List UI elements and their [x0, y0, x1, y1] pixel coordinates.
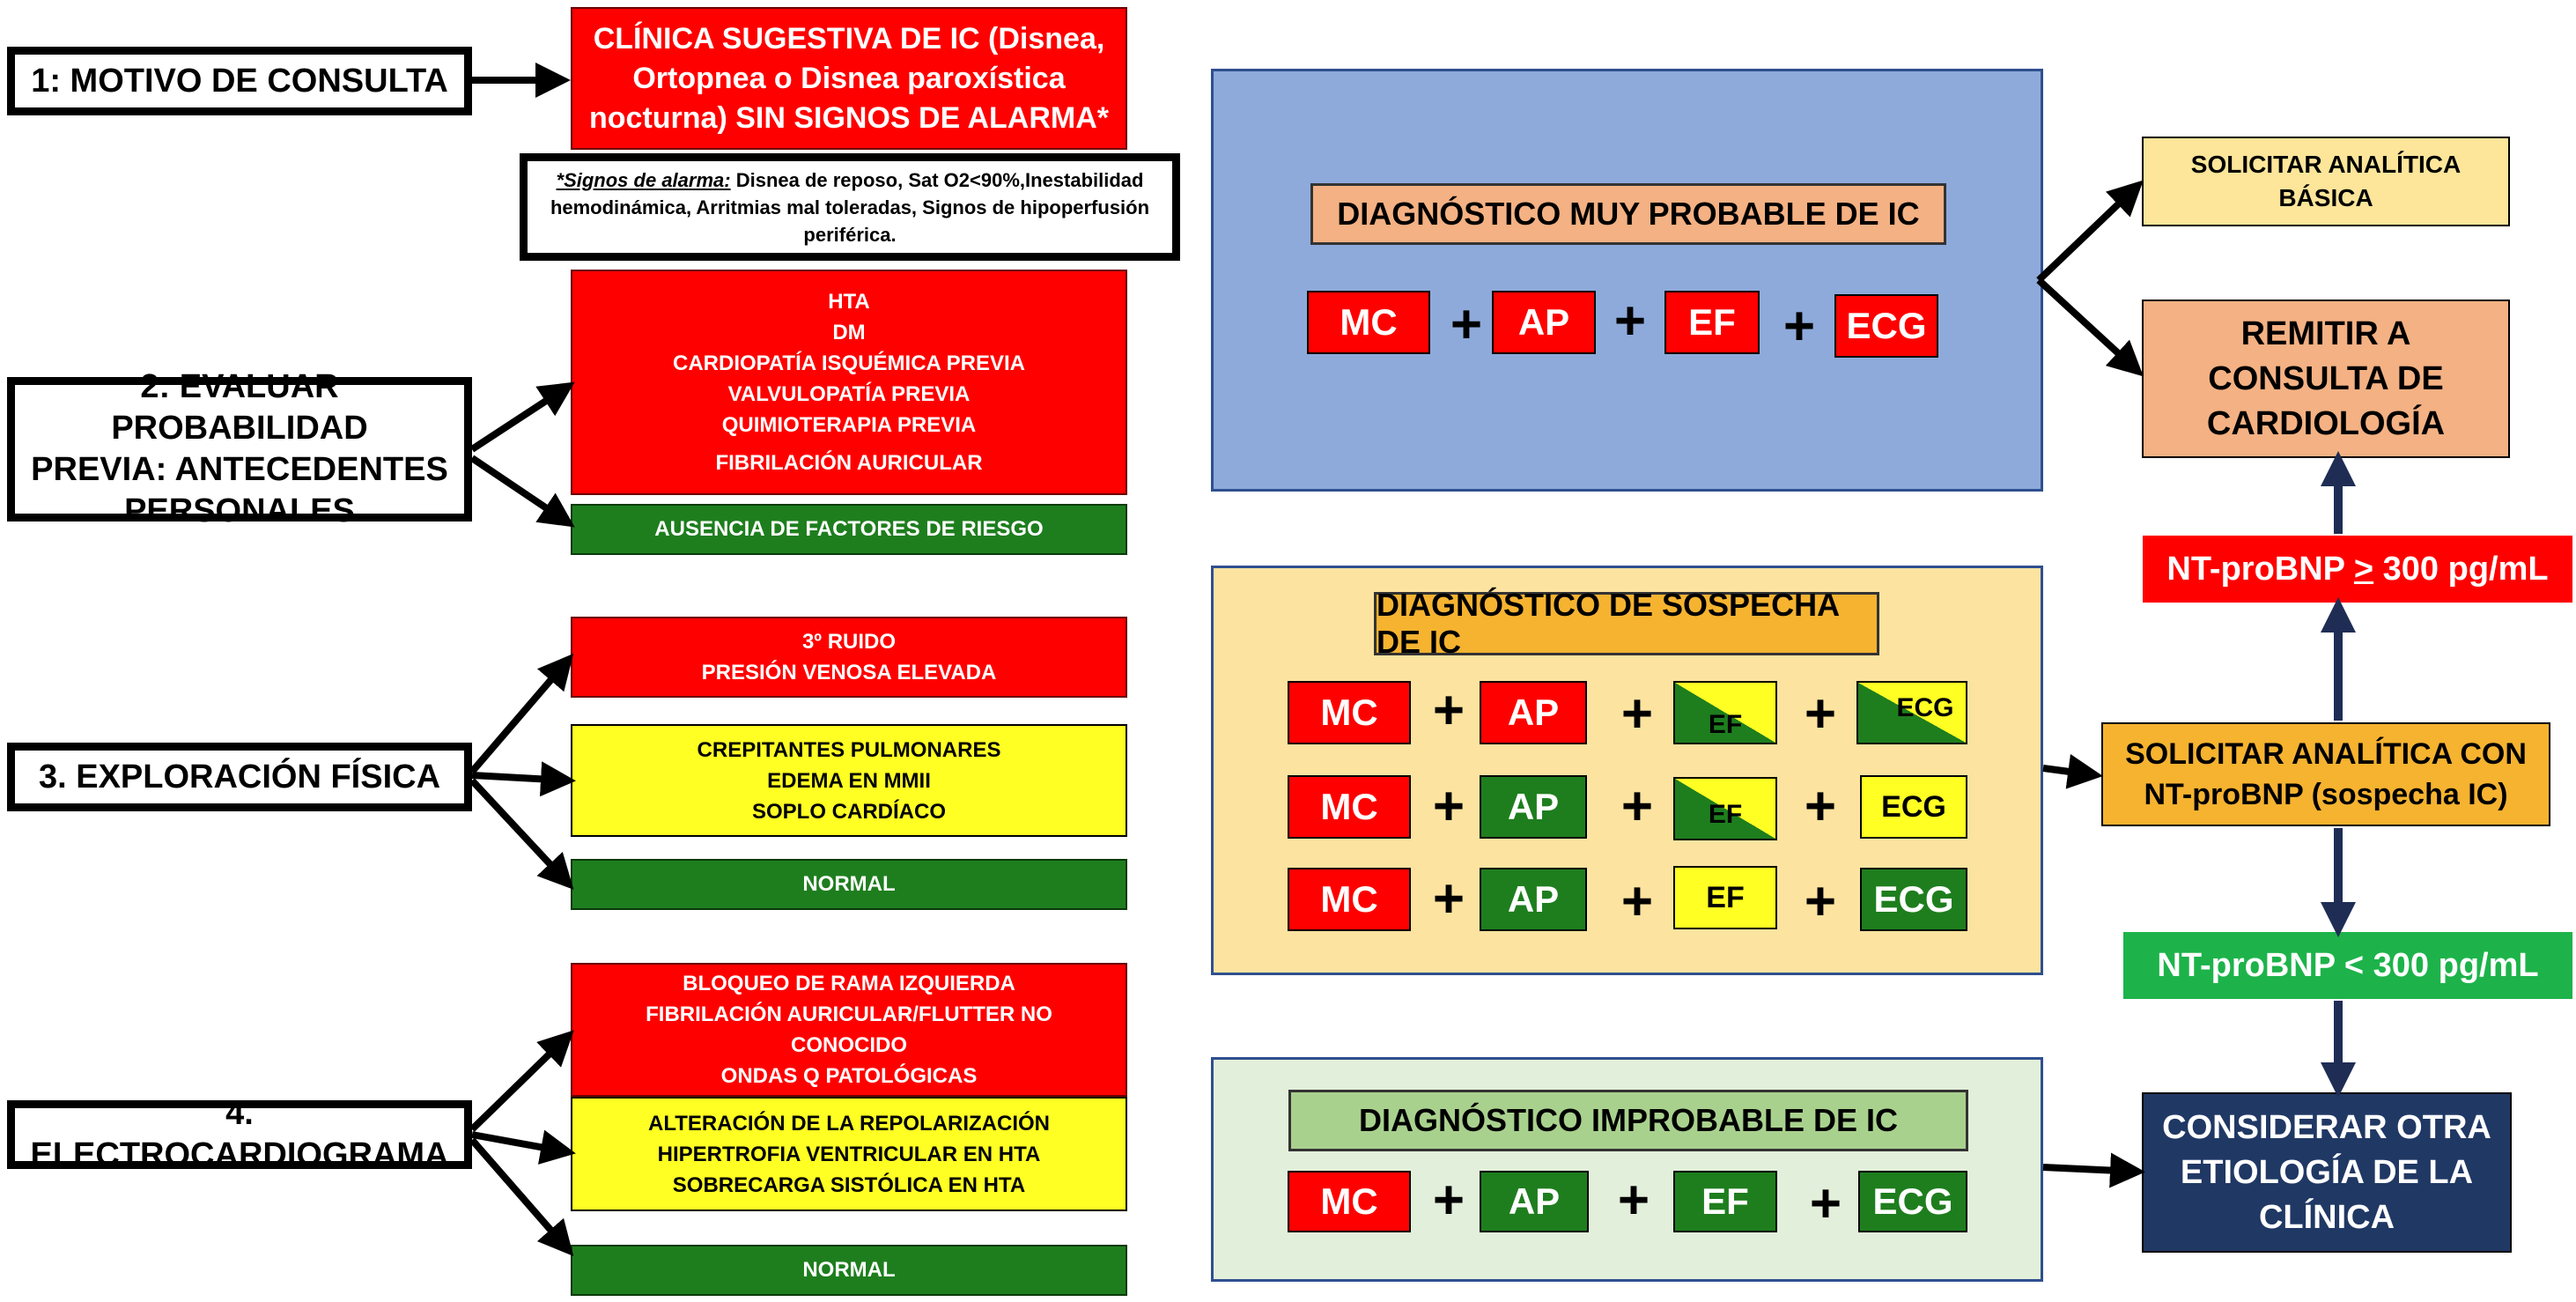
- action-line: ETIOLOGÍA DE LA: [2180, 1153, 2474, 1191]
- alarm-note-text: periférica.: [803, 223, 897, 246]
- arrow: [472, 458, 569, 523]
- tag-text: AP: [1507, 692, 1560, 733]
- risk-factor: CARDIOPATÍA ISQUÉMICA PREVIA: [672, 351, 1026, 375]
- plus-sign: +: [1432, 1170, 1465, 1231]
- arrow: [472, 386, 569, 449]
- tag-text: ECG: [1896, 693, 1954, 722]
- solicitar-analitica-basica: [2142, 137, 2510, 226]
- diag-probable-label: [1310, 183, 1946, 245]
- ecg-finding: HIPERTROFIA VENTRICULAR EN HTA: [657, 1142, 1041, 1166]
- tag-mc: [1288, 681, 1411, 744]
- action-line: CONSIDERAR OTRA: [2162, 1108, 2491, 1146]
- tag-ef-split: [1673, 777, 1777, 840]
- finding: CREPITANTES PULMONARES: [697, 737, 1001, 762]
- diag-sospecha-text: DIAGNÓSTICO DE SOSPECHA DE IC: [1377, 587, 1839, 660]
- plus-sign: +: [1804, 871, 1837, 932]
- ecg-finding: ONDAS Q PATOLÓGICAS: [720, 1064, 978, 1088]
- ntprobnp-text: 300 pg/mL: [2373, 550, 2549, 588]
- diag-improbable-text: DIAGNÓSTICO IMPROBABLE DE IC: [1358, 1102, 1899, 1138]
- ntprobnp-low-label: [2123, 932, 2572, 999]
- normal-label: NORMAL: [802, 872, 896, 896]
- risk-factor: DM: [832, 321, 866, 344]
- arrow: [2039, 185, 2138, 280]
- plus-sign: +: [1620, 776, 1654, 837]
- action-line: REMITIR A: [2240, 314, 2411, 352]
- ecg-finding: FIBRILACIÓN AURICULAR/FLUTTER NO: [646, 1002, 1052, 1026]
- step-2-probabilidad-previa: [7, 368, 472, 529]
- tag-ap: [1480, 1171, 1589, 1232]
- step-3-label: 3. EXPLORACIÓN FÍSICA: [38, 758, 441, 795]
- action-line: NT-proBNP (sospecha IC): [2144, 778, 2508, 811]
- tag-text: EF: [1701, 1180, 1749, 1222]
- finding: PRESIÓN VENOSA ELEVADA: [701, 661, 997, 684]
- tag-text: AP: [1517, 301, 1570, 343]
- risk-factor: VALVULOPATÍA PREVIA: [727, 382, 971, 406]
- risk-factor: QUIMIOTERAPIA PREVIA: [721, 413, 977, 437]
- antecedentes-risk-box: [571, 270, 1127, 495]
- alarm-note-label: *Signos de alarma:: [556, 168, 731, 191]
- arrow: [472, 1035, 569, 1129]
- ecg-red-box: [571, 963, 1127, 1097]
- arrow: [2043, 1167, 2138, 1172]
- tag-ecg: [1860, 868, 1967, 931]
- tag-text: MC: [1320, 878, 1378, 920]
- risk-factor: FIBRILACIÓN AURICULAR: [715, 451, 983, 475]
- plus-sign: +: [1804, 776, 1837, 837]
- ntprobnp-text: NT-proBNP < 300 pg/mL: [2157, 946, 2539, 984]
- ecg-normal-box: [571, 1245, 1127, 1296]
- tag-text: ECG: [1846, 305, 1927, 346]
- alarm-note-text: hemodinámica, Arritmias mal toleradas, Signos de hipoperfusión: [550, 196, 1150, 218]
- diag-probable-text: DIAGNÓSTICO MUY PROBABLE DE IC: [1337, 196, 1920, 232]
- remitir-cardiologia: [2142, 300, 2510, 458]
- ecg-yellow-box: [571, 1097, 1127, 1211]
- panel-diagnostico-probable: [1211, 69, 2043, 492]
- motivo-line: Ortopnea o Disnea paroxística: [632, 61, 1066, 95]
- plus-sign: +: [1613, 291, 1647, 351]
- tag-text: MC: [1320, 786, 1378, 827]
- plus-sign: +: [1432, 869, 1465, 929]
- action-line: SOLICITAR ANALÍTICA CON: [2125, 737, 2527, 771]
- tag-text: MC: [1320, 692, 1378, 733]
- no-risk-label: AUSENCIA DE FACTORES DE RIESGO: [654, 517, 1044, 541]
- tag-text: EF: [1688, 301, 1736, 343]
- step-2-label: PREVIA: ANTECEDENTES: [31, 451, 448, 488]
- solicitar-analitica-ntprobnp: [2101, 722, 2550, 826]
- step-1-label: 1: MOTIVO DE CONSULTA: [31, 62, 448, 100]
- arrow: [2039, 280, 2138, 372]
- tag-ef: [1664, 291, 1760, 354]
- tag-ef: [1673, 1171, 1777, 1232]
- finding: EDEMA EN MMII: [767, 768, 931, 793]
- tag-ap: [1480, 681, 1587, 744]
- arrow: [472, 775, 569, 780]
- exploracion-normal-box: [571, 859, 1127, 910]
- tag-text: AP: [1508, 1180, 1561, 1222]
- tag-ef: [1673, 866, 1777, 929]
- ecg-finding: ALTERACIÓN DE LA REPOLARIZACIÓN: [648, 1111, 1050, 1136]
- tag-text: MC: [1320, 1180, 1378, 1222]
- step-3-exploracion-fisica: [7, 743, 472, 811]
- plus-sign: +: [1620, 684, 1654, 744]
- tag-ecg: [1858, 1171, 1967, 1232]
- diag-improbable-label: [1288, 1090, 1968, 1151]
- arrow: [2043, 768, 2096, 775]
- plus-sign: +: [1783, 296, 1816, 357]
- step-1-motivo-consulta: [7, 47, 472, 115]
- ntprobnp-gte-sign: >: [2353, 550, 2374, 588]
- motivo-line: nocturna) SIN SIGNOS DE ALARMA*: [589, 100, 1109, 135]
- tag-ap: [1480, 868, 1587, 931]
- tag-ap: [1480, 775, 1587, 839]
- action-line: CARDIOLOGÍA: [2206, 404, 2446, 442]
- plus-sign: +: [1432, 680, 1465, 741]
- arrow: [472, 780, 569, 884]
- action-line: BÁSICA: [2278, 184, 2373, 211]
- tag-ap: [1492, 291, 1596, 354]
- alarm-note-line: [557, 166, 1144, 194]
- arrow: [472, 1140, 569, 1251]
- tag-ecg: [1860, 775, 1967, 839]
- tag-text: ECG: [1881, 789, 1946, 824]
- alarm-note-text: Disnea de reposo, Sat O2<90%,Inestabilidad: [730, 168, 1144, 191]
- step-2-label: 2: EVALUAR PROBABILIDAD: [111, 368, 368, 447]
- plus-sign: +: [1617, 1170, 1650, 1231]
- tag-mc: [1288, 868, 1411, 931]
- plus-sign: +: [1432, 776, 1465, 837]
- ecg-finding: SOBRECARGA SISTÓLICA EN HTA: [672, 1173, 1026, 1197]
- considerar-otra-etiologia: [2142, 1092, 2512, 1253]
- tag-text: EF: [1706, 880, 1745, 914]
- plus-sign: +: [1450, 294, 1483, 355]
- ecg-finding: BLOQUEO DE RAMA IZQUIERDA: [683, 972, 1015, 995]
- tag-mc: [1288, 775, 1411, 839]
- normal-label: NORMAL: [802, 1258, 896, 1282]
- tag-ecg-split: [1856, 681, 1967, 744]
- tag-text: AP: [1507, 786, 1560, 827]
- motivo-box: [571, 7, 1127, 150]
- arrow: [472, 1135, 569, 1152]
- finding: 3º RUIDO: [801, 630, 897, 654]
- alarm-signs-note: [520, 153, 1180, 261]
- tag-mc: [1288, 1171, 1411, 1232]
- plus-sign: +: [1804, 684, 1837, 744]
- exploracion-yellow-box: [571, 724, 1127, 837]
- plus-sign: +: [1809, 1173, 1842, 1234]
- plus-sign: +: [1620, 871, 1654, 932]
- tag-mc: [1307, 291, 1430, 354]
- tag-text: MC: [1340, 301, 1398, 343]
- tag-ef-split: [1673, 681, 1777, 744]
- tag-text: ECG: [1872, 1180, 1953, 1222]
- tag-text: EF: [1708, 800, 1743, 829]
- motivo-line: CLÍNICA SUGESTIVA DE IC (Disnea,: [593, 21, 1105, 55]
- tag-text: EF: [1708, 710, 1743, 739]
- step-4-label: 4. ELECTROCARDIOGRAMA: [30, 1095, 449, 1173]
- action-line: SOLICITAR ANALÍTICA: [2190, 151, 2462, 178]
- action-line: CLÍNICA: [2258, 1198, 2395, 1236]
- ntprobnp-high-label: [2143, 536, 2572, 603]
- ntprobnp-text: NT-proBNP: [2166, 550, 2354, 588]
- risk-factor: HTA: [828, 290, 870, 314]
- tag-text: ECG: [1873, 878, 1954, 920]
- antecedentes-none-box: [571, 504, 1127, 555]
- diag-sospecha-label: [1374, 587, 1879, 660]
- ecg-finding: CONOCIDO: [791, 1033, 907, 1057]
- step-2-label: PERSONALES: [124, 492, 355, 529]
- step-4-electrocardiograma: [7, 1095, 472, 1173]
- exploracion-red-box: [571, 617, 1127, 698]
- tag-text: AP: [1507, 878, 1560, 920]
- action-line: CONSULTA DE: [2208, 359, 2444, 397]
- finding: SOPLO CARDÍACO: [751, 799, 946, 824]
- arrow: [472, 659, 569, 772]
- tag-ecg: [1834, 294, 1938, 358]
